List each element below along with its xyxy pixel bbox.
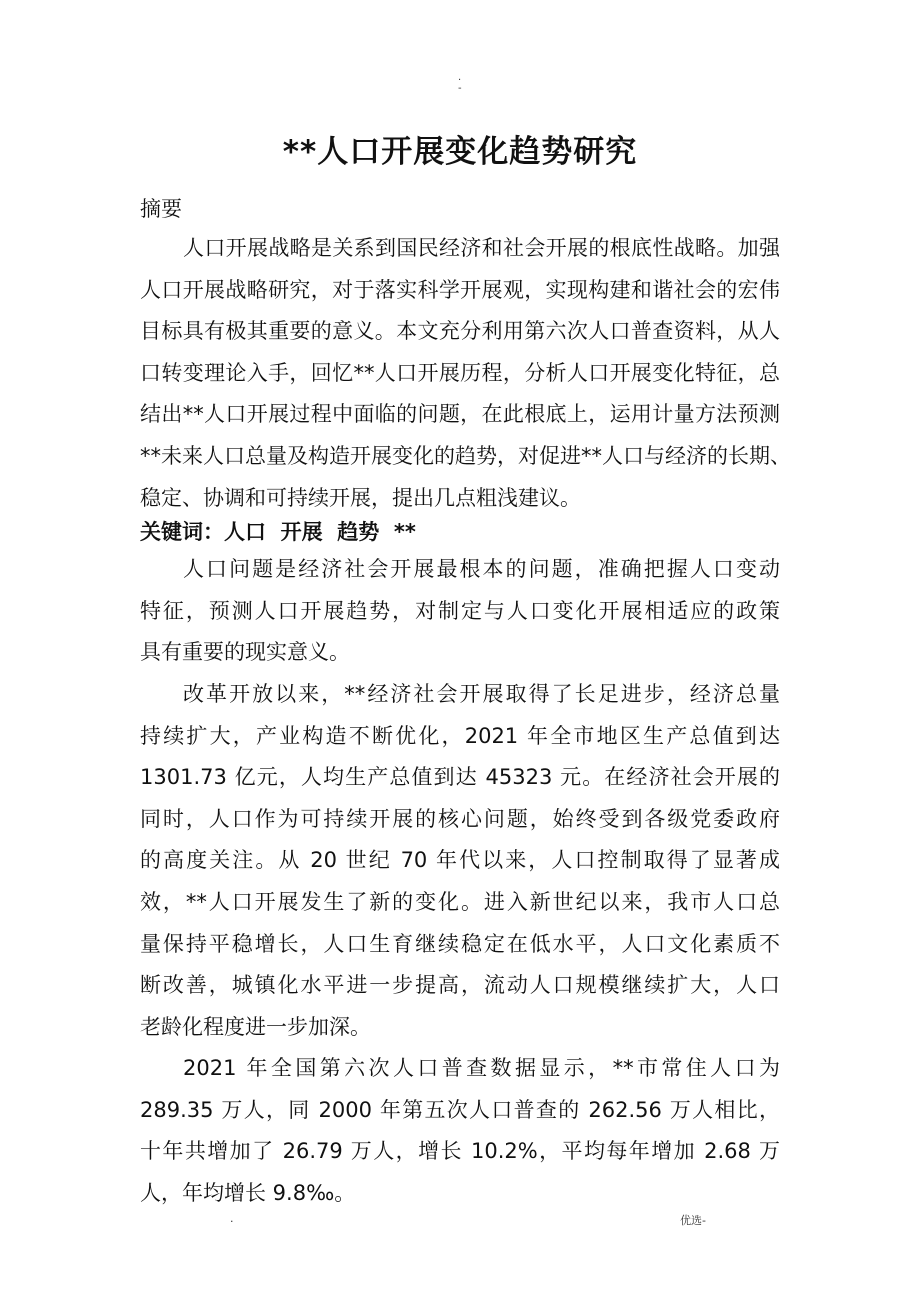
text-line: 口转变理论入手，回忆**人口开展历程，分析人口开展变化特征，总: [140, 360, 780, 385]
keywords: 关键词：人口 开展 趋势 **: [140, 520, 416, 545]
text-line: 十年共增加了 26.79 万人，增长 10.2%，平均每年增加 2.68 万: [140, 1139, 780, 1164]
text-line: 特征，预测人口开展趋势，对制定与人口变化开展相适应的政策: [140, 598, 780, 623]
text-line: 人，年均增长 9.8‰。: [140, 1181, 356, 1206]
text-line: 稳定、协调和可持续开展，提出几点粗浅建议。: [140, 485, 581, 510]
header-dash: -: [458, 83, 462, 94]
text-line: **未来人口总量及构造开展变化的趋势，对促进**人口与经济的长期、: [140, 443, 791, 468]
text-line: 断改善，城镇化水平进一步提高，流动人口规模继续扩大，人口: [140, 973, 780, 998]
text-line: 结出**人口开展过程中面临的问题，在此根底上，运用计量方法预测: [140, 402, 780, 427]
text-line: 的高度关注。从 20 世纪 70 年代以来，人口控制取得了显著成: [140, 848, 780, 873]
text-line: 1301.73 亿元，人均生产总值到达 45323 元。在经济社会开展的: [140, 765, 780, 790]
footer-dot: .: [230, 1212, 234, 1225]
text-line: 具有重要的现实意义。: [140, 640, 350, 665]
text-line: 改革开放以来，**经济社会开展取得了长足进步，经济总量: [183, 681, 780, 706]
document-title: **人口开展变化趋势研究: [282, 134, 638, 170]
text-line: 人口问题是经济社会开展最根本的问题，准确把握人口变动: [183, 557, 780, 582]
text-line: 289.35 万人，同 2000 年第五次人口普查的 262.56 万人相比，: [140, 1097, 780, 1122]
header-dot: .: [458, 72, 462, 83]
document-body: [140, 190, 791, 1215]
abstract-paragraph: [140, 228, 791, 519]
paragraph: [140, 674, 780, 1048]
text-line: 持续扩大，产业构造不断优化，2021 年全市地区生产总值到达: [140, 723, 780, 748]
text-line: 老龄化程度进一步加深。: [140, 1014, 371, 1039]
text-line: 人口开展战略是关系到国民经济和社会开展的根底性战略。加强: [183, 236, 780, 260]
text-line: 同时，人口作为可持续开展的核心问题，始终受到各级党委政府: [140, 806, 780, 831]
paragraph: [140, 549, 780, 674]
abstract-heading: 摘要: [140, 197, 182, 221]
footer-label: 优选-: [680, 1214, 706, 1227]
text-line: 目标具有极其重要的意义。本文充分利用第六次人口普查资料，从人: [140, 319, 780, 344]
text-line: 量保持平稳增长，人口生育继续稳定在低水平，人口文化素质不: [140, 931, 780, 956]
paragraph: [140, 1048, 780, 1214]
text-line: 2021 年全国第六次人口普查数据显示，**市常住人口为: [183, 1056, 780, 1081]
text-line: 效，**人口开展发生了新的变化。进入新世纪以来，我市人口总: [140, 889, 780, 914]
text-line: 人口开展战略研究，对于落实科学开展观，实现构建和谐社会的宏伟: [140, 277, 780, 302]
